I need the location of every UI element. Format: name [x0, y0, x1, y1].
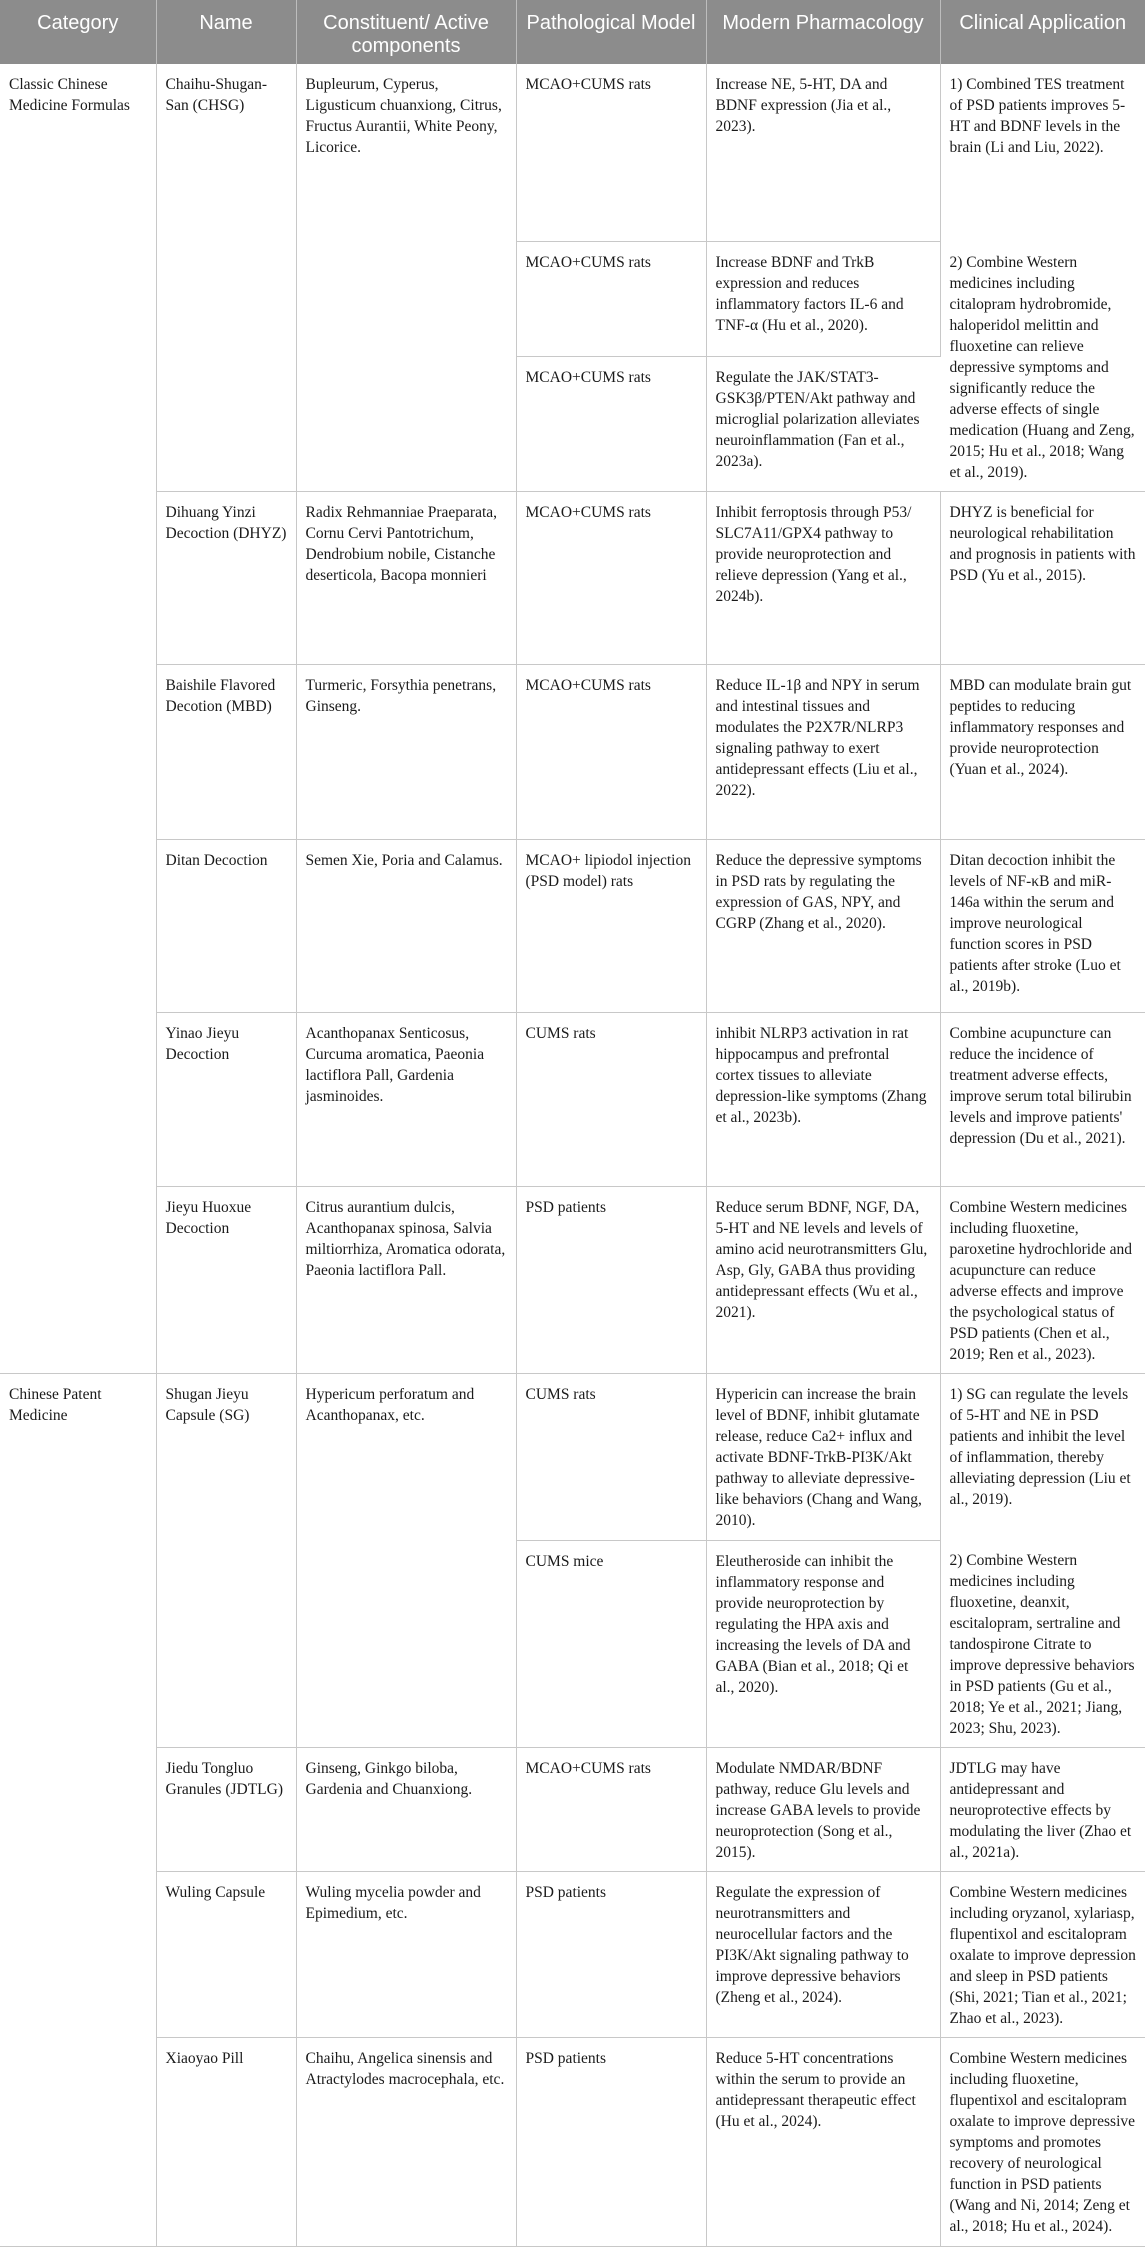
header-pharmacology: Modern Pharmacology [706, 0, 940, 64]
table-row [0, 491, 1145, 664]
clinical-cell: Combine Western medicines including oryzanol, xylariasp, flupentixol and escitalopram oxalate to improve depression and sleep in PSD patients (Shi, 2021; Tian et al., 2021; Zhao et al., 2023). [940, 1872, 1145, 2038]
pharmacology-cell: Eleutheroside can inhibit the inflammatory response and provide neuroprotection by regulating the HPA axis and increasing the levels of DA and GABA (Bian et al., 2018; Qi et al., 2020). [706, 1540, 940, 1748]
model-cell: CUMS rats [516, 1012, 706, 1186]
table-row [0, 1872, 1145, 2038]
table-row [0, 839, 1145, 1012]
header-category: Category [0, 0, 156, 64]
model-cell: PSD patients [516, 1186, 706, 1373]
components-cell: Radix Rehmanniae Praeparata, Cornu Cervi Pantotrichum, Dendrobium nobile, Cistanche deserticola, Bacopa monnieri [296, 491, 516, 664]
table-header [0, 0, 1145, 64]
table-row [0, 1373, 1145, 1540]
model-cell: MCAO+CUMS rats [516, 64, 706, 242]
pharmacology-cell: Increase NE, 5-HT, DA and BDNF expression (Jia et al., 2023). [706, 64, 940, 242]
pharmacology-cell: Regulate the expression of neurotransmitters and neurocellular factors and the PI3K/Akt signaling pathway to improve depressive behaviors (Zheng et al., 2024). [706, 1872, 940, 2038]
model-cell: MCAO+CUMS rats [516, 242, 706, 357]
name-cell: Jiedu Tongluo Granules (JDTLG) [156, 1748, 296, 1872]
model-cell: MCAO+CUMS rats [516, 664, 706, 839]
header-clinical: Clinical Application [940, 0, 1145, 64]
pharmacology-cell: Inhibit ferroptosis through P53/ SLC7A11/GPX4 pathway to provide neuroprotection and relieve depression (Yang et al., 2024b). [706, 491, 940, 664]
name-cell: Chaihu-Shugan-San (CHSG) [156, 64, 296, 491]
model-cell: PSD patients [516, 2038, 706, 2247]
clinical-cell: Combine Western medicines including fluoxetine, flupentixol and escitalopram oxalate to improve depressive symptoms and promotes recovery of neurological function in PSD patients (Wang and Ni, 2014; Zeng et al., 2018; Hu et al., 2024). [940, 2038, 1145, 2247]
model-cell: MCAO+CUMS rats [516, 491, 706, 664]
clinical-cell: Combine acupuncture can reduce the incidence of treatment adverse effects, improve serum total bilirubin levels and improve patients' depression (Du et al., 2021). [940, 1012, 1145, 1186]
components-cell: Acanthopanax Senticosus, Curcuma aromatica, Paeonia lactiflora Pall, Gardenia jasminoides. [296, 1012, 516, 1186]
pharmacology-cell: Regulate the JAK/STAT3-GSK3β/PTEN/Akt pathway and microglial polarization alleviates neuroinflammation (Fan et al., 2023a). [706, 356, 940, 491]
header-model: Pathological Model [516, 0, 706, 64]
components-cell: Citrus aurantium dulcis, Acanthopanax spinosa, Salvia miltiorrhiza, Aromatica odorata, Paeonia lactiflora Pall. [296, 1186, 516, 1373]
header-components: Constituent/ Active components [296, 0, 516, 64]
components-cell: Ginseng, Ginkgo biloba, Gardenia and Chuanxiong. [296, 1748, 516, 1872]
model-cell: CUMS mice [516, 1540, 706, 1748]
table-row [0, 1748, 1145, 1872]
pharmacology-cell: Increase BDNF and TrkB expression and reduces inflammatory factors IL-6 and TNF-α (Hu et al., 2020). [706, 242, 940, 357]
model-cell: MCAO+ lipiodol injection (PSD model) rats [516, 839, 706, 1012]
model-cell: CUMS rats [516, 1373, 706, 1540]
name-cell: Xiaoyao Pill [156, 2038, 296, 2247]
components-cell: Semen Xie, Poria and Calamus. [296, 839, 516, 1012]
pharmacology-cell: Reduce IL-1β and NPY in serum and intestinal tissues and modulates the P2X7R/NLRP3 signaling pathway to exert antidepressant effects (Liu et al., 2022). [706, 664, 940, 839]
components-cell: Hypericum perforatum and Acanthopanax, etc. [296, 1373, 516, 1748]
clinical-cell: 2) Combine Western medicines including citalopram hydrobromide, haloperidol melittin and fluoxetine can relieve depressive symptoms and significantly reduce the adverse effects of single medication (Huang and Zeng, 2015; Hu et al., 2018; Wang et al., 2019). [940, 242, 1145, 492]
table-row [0, 64, 1145, 242]
table-row [0, 1186, 1145, 1373]
category-cell: Classic Chinese Medicine Formulas [0, 64, 156, 1373]
clinical-cell: DHYZ is beneficial for neurological rehabilitation and prognosis in patients with PSD (Yu et al., 2015). [940, 491, 1145, 664]
components-cell: Turmeric, Forsythia penetrans, Ginseng. [296, 664, 516, 839]
name-cell: Baishile Flavored Decotion (MBD) [156, 664, 296, 839]
category-cell: Chinese Patent Medicine [0, 1373, 156, 2247]
clinical-cell: MBD can modulate brain gut peptides to reducing inflammatory responses and provide neuroprotection (Yuan et al., 2024). [940, 664, 1145, 839]
pharmacology-cell: Modulate NMDAR/BDNF pathway, reduce Glu levels and increase GABA levels to provide neuroprotection (Song et al., 2015). [706, 1748, 940, 1872]
name-cell: Wuling Capsule [156, 1872, 296, 2038]
header-name: Name [156, 0, 296, 64]
pharmacology-cell: Reduce the depressive symptoms in PSD rats by regulating the expression of GAS, NPY, and CGRP (Zhang et al., 2020). [706, 839, 940, 1012]
components-cell: Wuling mycelia powder and Epimedium, etc. [296, 1872, 516, 2038]
clinical-cell: Ditan decoction inhibit the levels of NF-κB and miR-146a within the serum and improve neurological function scores in PSD patients after stroke (Luo et al., 2019b). [940, 839, 1145, 1012]
clinical-cell: 1) Combined TES treatment of PSD patients improves 5-HT and BDNF levels in the brain (Li and Liu, 2022). [949, 76, 1126, 156]
name-cell: Dihuang Yinzi Decoction (DHYZ) [156, 491, 296, 664]
model-cell: MCAO+CUMS rats [516, 356, 706, 491]
clinical-cell: 2) Combine Western medicines including fluoxetine, deanxit, escitalopram, sertraline and tandospirone Citrate to improve depressive behaviors in PSD patients (Gu et al., 2018; Ye et al., 2021; Jiang, 2023; Shu, 2023). [940, 1540, 1145, 1748]
name-cell: Jieyu Huoxue Decoction [156, 1186, 296, 1373]
pharmacology-cell: Reduce serum BDNF, NGF, DA, 5-HT and NE levels and levels of amino acid neurotransmitters Glu, Asp, Gly, GABA thus providing antidepressant effects (Wu et al., 2021). [706, 1186, 940, 1373]
table-row [0, 1012, 1145, 1186]
pharmacology-cell: inhibit NLRP3 activation in rat hippocampus and prefrontal cortex tissues to alleviate depression-like symptoms (Zhang et al., 2023b). [706, 1012, 940, 1186]
clinical-cell: 1) SG can regulate the levels of 5-HT and NE in PSD patients and inhibit the level of inflammation, thereby alleviating depression (Liu et al., 2019). [949, 1385, 1131, 1508]
table-row [0, 2038, 1145, 2247]
name-cell: Yinao Jieyu Decoction [156, 1012, 296, 1186]
model-cell: PSD patients [516, 1872, 706, 2038]
model-cell: MCAO+CUMS rats [516, 1748, 706, 1872]
components-cell: Bupleurum, Cyperus, Ligusticum chuanxiong, Citrus, Fructus Aurantii, White Peony, Licorice. [296, 64, 516, 491]
clinical-cell: Combine Western medicines including fluoxetine, paroxetine hydrochloride and acupuncture can reduce adverse effects and improve the psychological status of PSD patients (Chen et al., 2019; Ren et al., 2023). [940, 1186, 1145, 1373]
name-cell: Shugan Jieyu Capsule (SG) [156, 1373, 296, 1748]
clinical-cell: JDTLG may have antidepressant and neuroprotective effects by modulating the liver (Zhao et al., 2021a). [940, 1748, 1145, 1872]
pharmacology-cell: Reduce 5-HT concentrations within the serum to provide an antidepressant therapeutic effect (Hu et al., 2024). [706, 2038, 940, 2247]
components-cell: Chaihu, Angelica sinensis and Atractylodes macrocephala, etc. [296, 2038, 516, 2247]
name-cell: Ditan Decoction [156, 839, 296, 1012]
pharmacology-cell: Hypericin can increase the brain level of BDNF, inhibit glutamate release, reduce Ca2+ influx and activate BDNF-TrkB-PI3K/Akt pathway to alleviate depressive-like behaviors (Chang and Wang, 2010). [706, 1373, 940, 1540]
table-row [0, 664, 1145, 839]
